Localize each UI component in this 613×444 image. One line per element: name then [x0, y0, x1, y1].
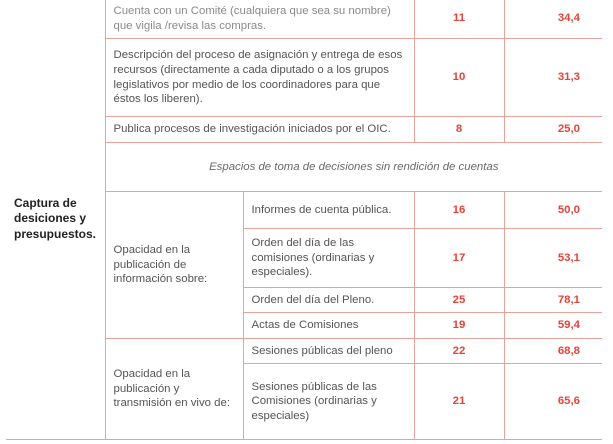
- row-percent: 59,4: [504, 313, 602, 339]
- section-label: Captura de desiciones y presupuestos.: [6, 0, 105, 440]
- row-count: 10: [414, 39, 504, 117]
- row-count: 8: [414, 117, 504, 143]
- row-count: 11: [414, 0, 504, 39]
- section-banner: Espacios de toma de decisiones sin rendición de cuentas: [105, 143, 602, 192]
- accountability-table: [6, 0, 602, 440]
- group-label-information: Opacidad en la publicación de información sobre:: [105, 192, 243, 339]
- group-label-live: Opacidad en la publicación y transmisión en vivo de:: [105, 339, 243, 440]
- row-percent: 68,8: [504, 339, 602, 364]
- row-percent: 25,0: [504, 117, 602, 143]
- table-row: [6, 0, 602, 39]
- row-description: Informes de cuenta pública.: [243, 192, 414, 229]
- row-percent: 53,1: [504, 229, 602, 288]
- row-count: 19: [414, 313, 504, 339]
- row-description: Orden del día de las comisiones (ordinarias y especiales).: [243, 229, 414, 288]
- row-description: Sesiones públicas del pleno: [243, 339, 414, 364]
- row-count: 22: [414, 339, 504, 364]
- row-percent: 78,1: [504, 288, 602, 313]
- row-percent: 50,0: [504, 192, 602, 229]
- bottom-divider: [6, 439, 602, 440]
- row-count: 17: [414, 229, 504, 288]
- row-description: Actas de Comisiones: [243, 313, 414, 339]
- row-percent: 34,4: [504, 0, 602, 39]
- row-percent: 31,3: [504, 39, 602, 117]
- row-description: Sesiones públicas de las Comisiones (ordinarias y especiales): [243, 364, 414, 440]
- row-description: Orden del día del Pleno.: [243, 288, 414, 313]
- row-description: Publica procesos de investigación iniciados por el OIC.: [105, 117, 414, 143]
- row-percent: 65,6: [504, 364, 602, 440]
- row-description: Cuenta con un Comité (cualquiera que sea su nombre) que vigila /revisa las compras.: [105, 0, 414, 39]
- row-description: Descripción del proceso de asignación y entrega de esos recursos (directamente a cada diputado o a los grupos legislativos por medio de los coordinadores para que éstos los liberen).: [105, 39, 414, 117]
- row-count: 21: [414, 364, 504, 440]
- row-count: 16: [414, 192, 504, 229]
- row-count: 25: [414, 288, 504, 313]
